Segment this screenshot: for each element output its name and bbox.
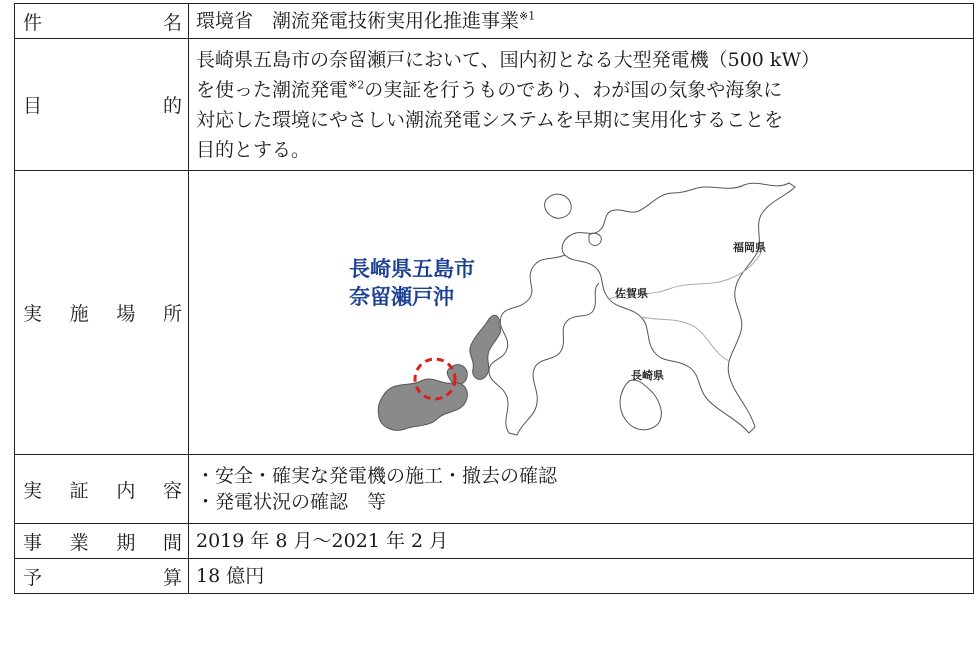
row-period [15,524,974,559]
map-title-line-2: 奈留瀬戸沖 [349,285,454,309]
label-purpose [15,39,189,171]
pref-label-nagasaki: 長崎県 [631,369,664,382]
content-item-2: ・発電状況の確認 等 [196,491,387,513]
map-title [349,255,475,311]
label-char: 間 [162,531,182,554]
label-content [15,455,189,524]
pref-label-fukuoka: 福岡県 [733,241,766,254]
label-char: 事 [23,531,43,554]
label-char: 目 [23,95,43,117]
purpose-line-3: 対応した環境にやさしい潮流発電システムを早期に実用化することを [196,108,784,131]
location-map [189,171,974,454]
footnote-mark-2: ※2 [348,78,365,92]
iki-island [545,194,572,218]
label-location [15,171,189,455]
value-project-name [189,4,974,39]
row-location [15,171,974,455]
purpose-line-2 [196,75,967,105]
project-info-table [14,3,974,594]
label-char: 期 [116,531,136,554]
content-item-1: ・安全・確実な発電機の施工・撤去の確認 [196,465,558,487]
label-char: 場 [116,303,136,325]
label-project-name [15,4,189,39]
map-title-line-1: 長崎県五島市 [349,257,475,281]
pref-label-saga: 佐賀県 [615,287,648,300]
label-char: 証 [69,479,89,502]
label-budget [15,559,189,594]
value-budget: 18 億円 [189,559,974,594]
purpose-line-2a: を使った潮流発電 [196,78,349,101]
shimabara-peninsula [620,380,661,430]
label-char: 業 [69,531,89,554]
purpose-line-4: 目的とする。 [196,138,311,161]
label-char: 的 [162,95,182,117]
purpose-line-1: 長崎県五島市の奈留瀬戸において、国内初となる大型発電機（500 kW） [196,48,820,71]
label-char: 所 [162,303,182,325]
purpose-line-2b: の実証を行うものであり、わが国の気象や海象に [364,78,783,101]
row-budget [15,559,974,594]
label-char: 内 [116,479,136,502]
label-char: 実 [23,303,43,325]
prefecture-border [609,253,761,361]
label-char: 予 [23,566,43,589]
kyushu-coastline [562,183,795,433]
value-content [189,455,974,524]
location-map-cell [189,171,974,455]
goto-fukue-island [378,379,467,430]
label-char: 件 [23,11,43,34]
row-purpose [15,39,974,171]
goto-islands-north [470,315,501,379]
small-island [589,233,601,245]
nagasaki-peninsula [489,255,599,435]
row-project-name [15,4,974,39]
footnote-mark-1: ※1 [519,9,536,23]
value-period: 2019 年 8 月～2021 年 2 月 [189,524,974,559]
label-char: 施 [69,303,89,325]
label-char: 算 [162,566,182,589]
project-name-text: 環境省 潮流発電技術実用化推進事業 [196,10,520,32]
row-content [15,455,974,524]
label-char: 名 [162,11,182,34]
label-char: 容 [162,479,182,502]
value-purpose [189,39,974,171]
label-period [15,524,189,559]
label-char: 実 [23,479,43,502]
